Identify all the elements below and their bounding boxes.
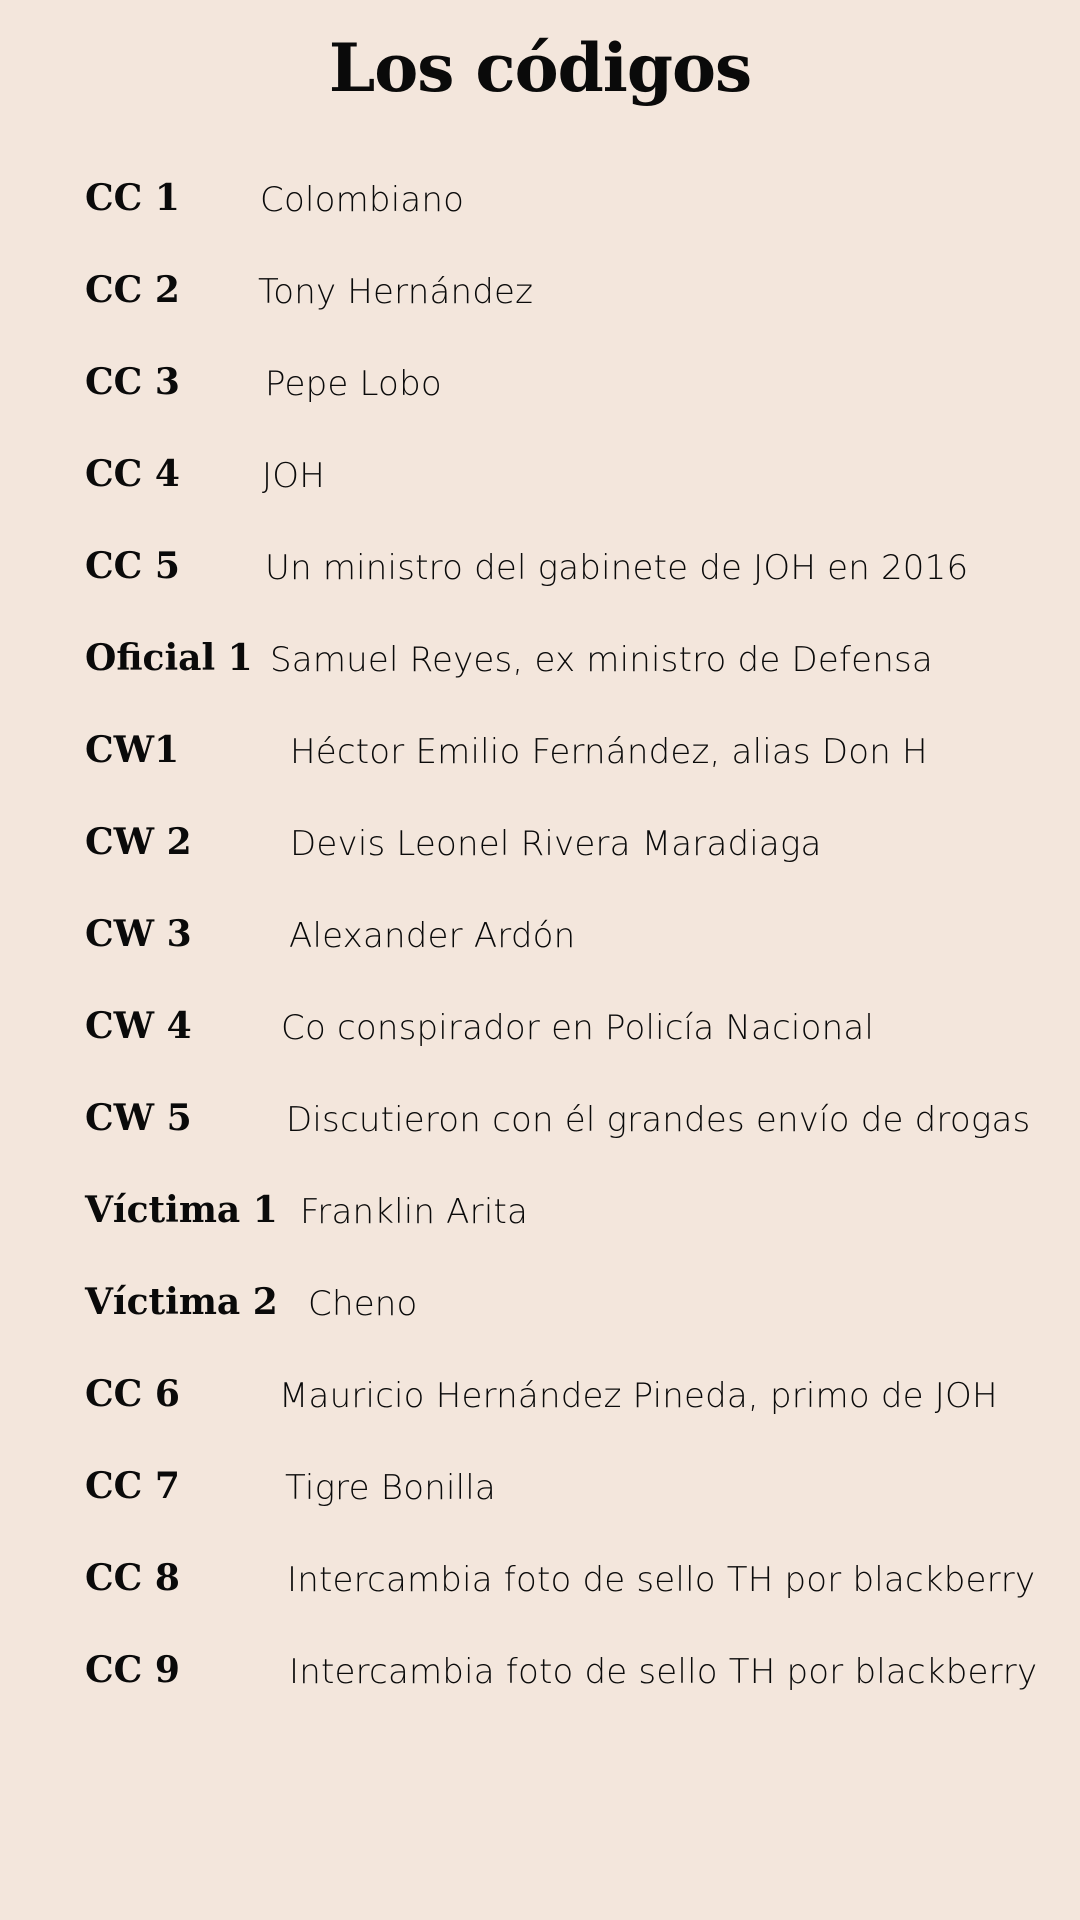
- code-name: Tigre Bonilla: [285, 1468, 496, 1508]
- code-row: [85, 812, 1045, 904]
- code-name: Intercambia foto de sello TH por blackberry: [287, 1560, 1036, 1600]
- code-name: Intercambia foto de sello TH por blackberry: [289, 1652, 1038, 1692]
- code-label: CC 9: [85, 1649, 180, 1691]
- code-name: Mauricio Hernández Pineda, primo de JOH: [279, 1376, 998, 1416]
- code-name: Devis Leonel Rivera Maradiaga: [290, 824, 822, 864]
- code-label: CC 8: [85, 1557, 180, 1599]
- code-row: [85, 1272, 1045, 1364]
- page-title: Los códigos: [328, 29, 752, 107]
- code-label: CC 4: [85, 453, 180, 495]
- code-name: Franklin Arita: [300, 1192, 529, 1232]
- code-name: Pepe Lobo: [265, 364, 442, 404]
- code-name: Colombiano: [260, 180, 465, 220]
- code-label: CW 4: [85, 1005, 192, 1047]
- code-row: [85, 536, 1045, 628]
- code-row: [85, 168, 1045, 260]
- codes-list: [85, 168, 1045, 1732]
- code-name: Samuel Reyes, ex ministro de Defensa: [270, 640, 933, 680]
- code-label: CW 5: [85, 1097, 192, 1139]
- code-label: CW 3: [85, 913, 192, 955]
- code-row: [85, 352, 1045, 444]
- code-row: [85, 996, 1045, 1088]
- code-name: JOH: [262, 456, 325, 496]
- code-label: CC 7: [85, 1465, 180, 1507]
- code-row: [85, 720, 1045, 812]
- code-row: [85, 1088, 1045, 1180]
- code-label: CC 5: [85, 545, 180, 587]
- code-name: Co conspirador en Policía Nacional: [281, 1008, 875, 1048]
- code-name: Héctor Emilio Fernández, alias Don H: [290, 732, 928, 772]
- code-label: CC 3: [85, 361, 180, 403]
- code-name: Alexander Ardón: [289, 916, 576, 956]
- code-row: [85, 904, 1045, 996]
- code-name: Cheno: [308, 1284, 418, 1324]
- code-label: CW1: [85, 729, 180, 771]
- code-row: [85, 1180, 1045, 1272]
- code-name: Discutieron con él grandes envío de drogas: [286, 1100, 1031, 1140]
- code-row: [85, 260, 1045, 352]
- code-label: CW 2: [85, 821, 192, 863]
- code-name: Un ministro del gabinete de JOH en 2016: [265, 548, 969, 588]
- code-label: Víctima 2: [85, 1281, 278, 1323]
- code-label: Víctima 1: [85, 1189, 278, 1231]
- code-row: [85, 1548, 1045, 1640]
- code-label: Oficial 1: [85, 637, 253, 679]
- code-row: [85, 444, 1045, 536]
- code-name: Tony Hernández: [258, 272, 534, 312]
- code-row: [85, 1640, 1045, 1732]
- code-row: [85, 1364, 1045, 1456]
- code-row: [85, 1456, 1045, 1548]
- code-row: [85, 628, 1045, 720]
- code-label: CC 1: [85, 177, 180, 219]
- code-label: CC 2: [85, 269, 180, 311]
- code-label: CC 6: [85, 1373, 180, 1415]
